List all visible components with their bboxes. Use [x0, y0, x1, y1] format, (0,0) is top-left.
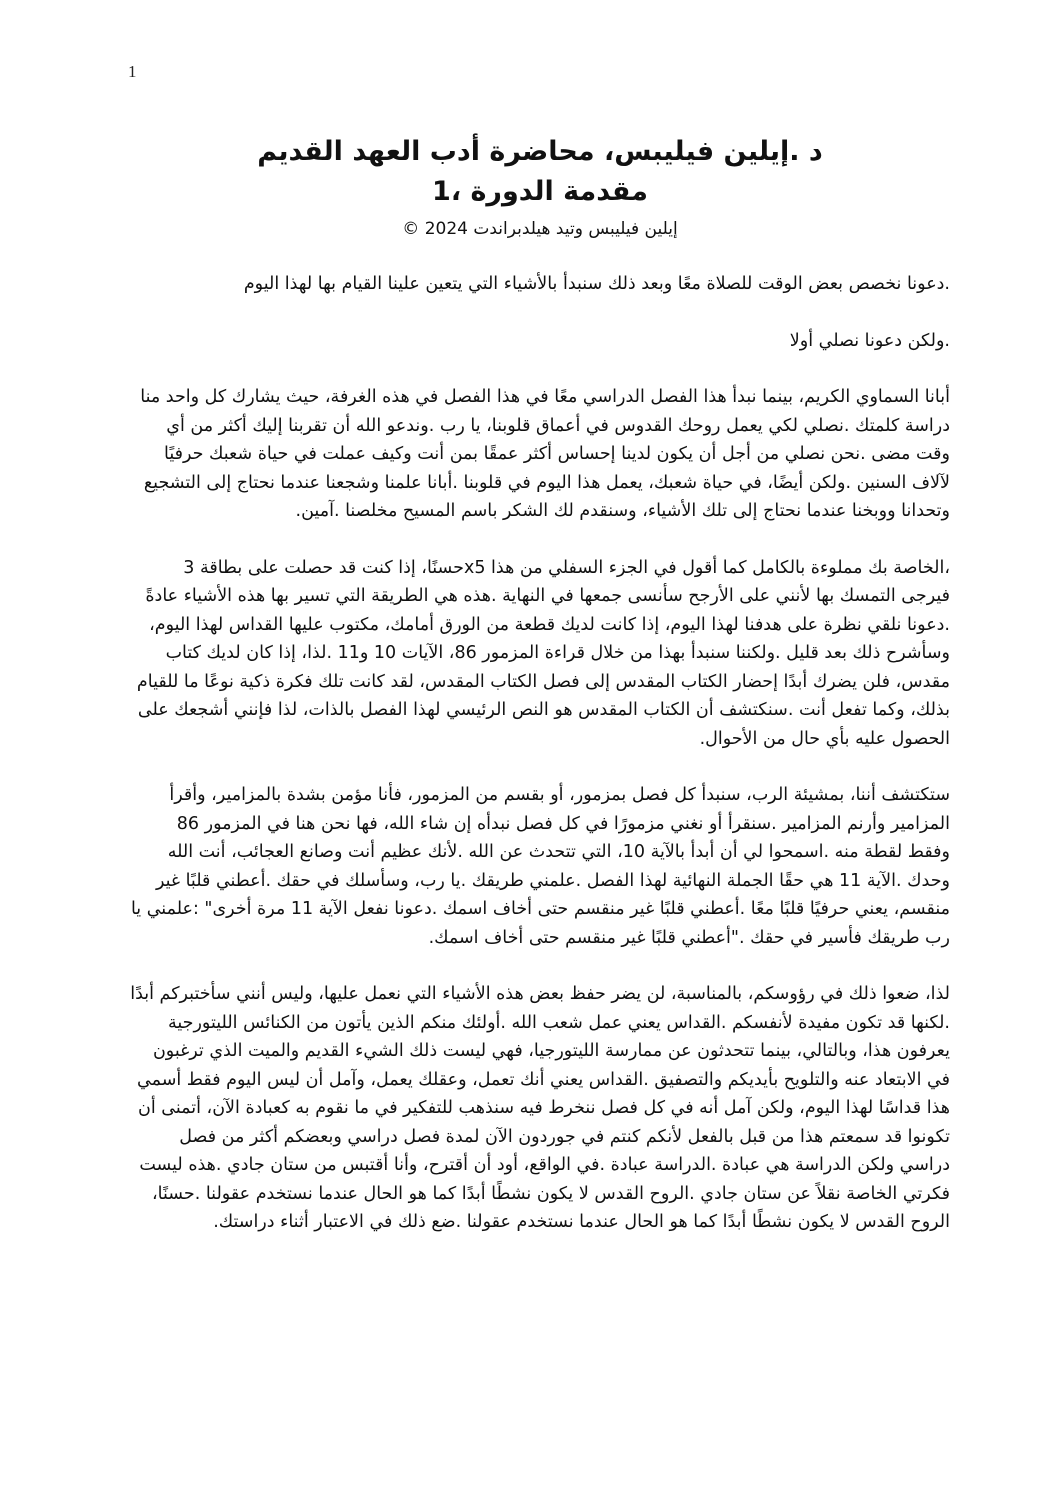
- document-header: [130, 132, 950, 242]
- document-title-line-1: د .إيلين فيليبس، محاضرة أدب العهد القديم: [257, 136, 823, 167]
- paragraph-psalm-86: ستكتشف أننا، بمشيئة الرب، سنبدأ كل فصل بمزمور، أو بقسم من المزمور، فأنا مؤمن بشدة بالمزامير، وأقرأ المزامير وأرنم المزامير .سنقرأ أو نغني مزمورًا في كل فصل نبدأه إن شاء الله، فها نحن هنا في المزمور 86 وفقط لقطة منه .اسمحوا لي أن أبدأ بالآية 10، التي تتحدث عن الله .لأنك عظيم أنت وصانع العجائب، أنت الله وحدك .الآية 11 هي حقًا الجملة النهائية لهذا الفصل .علمني طريقك .يا رب، وسأسلك في حقك .أعطني قلبًا غير منقسم، يعني حرفيًا قلبًا معًا .أعطني قلبًا غير منقسم حتى أخاف اسمك .دعونا نفعل الآية 11 مرة أخرى" :علمني يا رب طريقك فأسير في حقك ."أعطني قلبًا غير منقسم حتى أخاف اسمك.: [130, 785, 950, 948]
- page-number: 1: [128, 62, 137, 81]
- paragraph-intro: .دعونا نخصص بعض الوقت للصلاة معًا وبعد ذلك سنبدأ بالأشياء التي يتعين علينا القيام بها لهذا اليوم: [243, 274, 950, 294]
- document-title-line-2: مقدمة الدورة ،1: [432, 176, 648, 207]
- copyright-line: إيلين فيليبس وتيد هيلدبراندت 2024 ©: [402, 219, 678, 239]
- paragraph-attendance-and-goal: ،الخاصة بك مملوءة بالكامل كما أقول في الجزء السفلي من هذا x5حسنًا، إذا كنت قد حصلت على بطاقة 3 فيرجى التمسك بها لأنني على الأرجح سأنسى جمعها في النهاية .هذه هي الطريقة التي تسير بها هذه الأشياء عادةً .دعونا نلقي نظرة على هدفنا لهذا اليوم، إذا كانت لديك قطعة من الورق أمامك، مكتوب عليها القداس لهذا اليوم، وسأشرح ذلك بعد قليل .ولكننا سنبدأ بهذا من خلال قراءة المزمور 86، الآيات 10 و11 .لذا، إذا كان لديك كتاب مقدس، فلن يضرك أبدًا إحضار الكتاب المقدس إلى فصل الكتاب المقدس، لقد كانت تلك فكرة ذكية نوعًا ما للقيام بذلك، وكما تفعل أنت .سنكتشف أن الكتاب المقدس هو النص الرئيسي لهذا الفصل بالذات، لذا فإنني أشجعك على الحصول عليه بأي حال من الأحوال.: [136, 557, 950, 749]
- paragraph-prayer: أبانا السماوي الكريم، بينما نبدأ هذا الفصل الدراسي معًا في هذا الفصل في هذه الغرفة، حيث يشارك كل واحد منا دراسة كلمتك .نصلي لكي يعمل روحك القدوس في أعماق قلوبنا، يا رب .وندعو الله أن تقربنا إليك أكثر من أي وقت مضى .نحن نصلي من أجل أن يكون لدينا إحساس أكثر عمقًا بمن أنت وكيف عملت في حياة شعبك حرفيًا لآلاف السنين .ولكن أيضًا، في حياة شعبك، يعمل هذا اليوم في قلوبنا .أبانا علمنا وشجعنا عندما نحتاج إلى التشجيع وتحدانا ووبخنا عندما نحتاج إلى تلك الأشياء، وسنقدم لك الشكر باسم المسيح مخلصنا .آمين.: [140, 387, 950, 521]
- document-body: [130, 270, 950, 1265]
- paragraph-liturgy: لذا، ضعوا ذلك في رؤوسكم، بالمناسبة، لن يضر حفظ بعض هذه الأشياء التي نعمل عليها، وليس أنني سأختبركم أبدًا .لكنها قد تكون مفيدة لأنفسكم .القداس يعني عمل شعب الله .أولئك منكم الذين يأتون من الكنائس الليتورجية يعرفون هذا، وبالتالي، بينما تتحدثون عن ممارسة الليتورجيا، فهي ليست ذلك الشيء القديم والميت الذي ترغبون في الابتعاد عنه والتلويح بأيديكم والتصفيق .القداس يعني أنك تعمل، وعقلك يعمل، وآمل أن ليس اليوم فقط أسمي هذا قداسًا لهذا اليوم، ولكن آمل أنه في كل فصل ننخرط فيه سنذهب للتفكير في ما نقوم به كعبادة الآن، أتمنى أن تكونوا قد سمعتم هذا من قبل بالفعل لأنكم كنتم في جوردون الآن لمدة فصل دراسي وبعضكم أكثر من فصل دراسي ولكن الدراسة هي عبادة .الدراسة عبادة .في الواقع، أود أن أقترح، وأنا أقتبس من ستان جادي .هذه ليست فكرتي الخاصة نقلاً عن ستان جادي .الروح القدس لا يكون نشطًا أبدًا كما هو الحال عندما نستخدم عقولنا .حسنًا، الروح القدس لا يكون نشطًا أبدًا كما هو الحال عندما نستخدم عقولنا .ضع ذلك في الاعتبار أثناء دراستك.: [130, 984, 950, 1232]
- paragraph-pray-first: .ولكن دعونا نصلي أولا: [789, 330, 950, 351]
